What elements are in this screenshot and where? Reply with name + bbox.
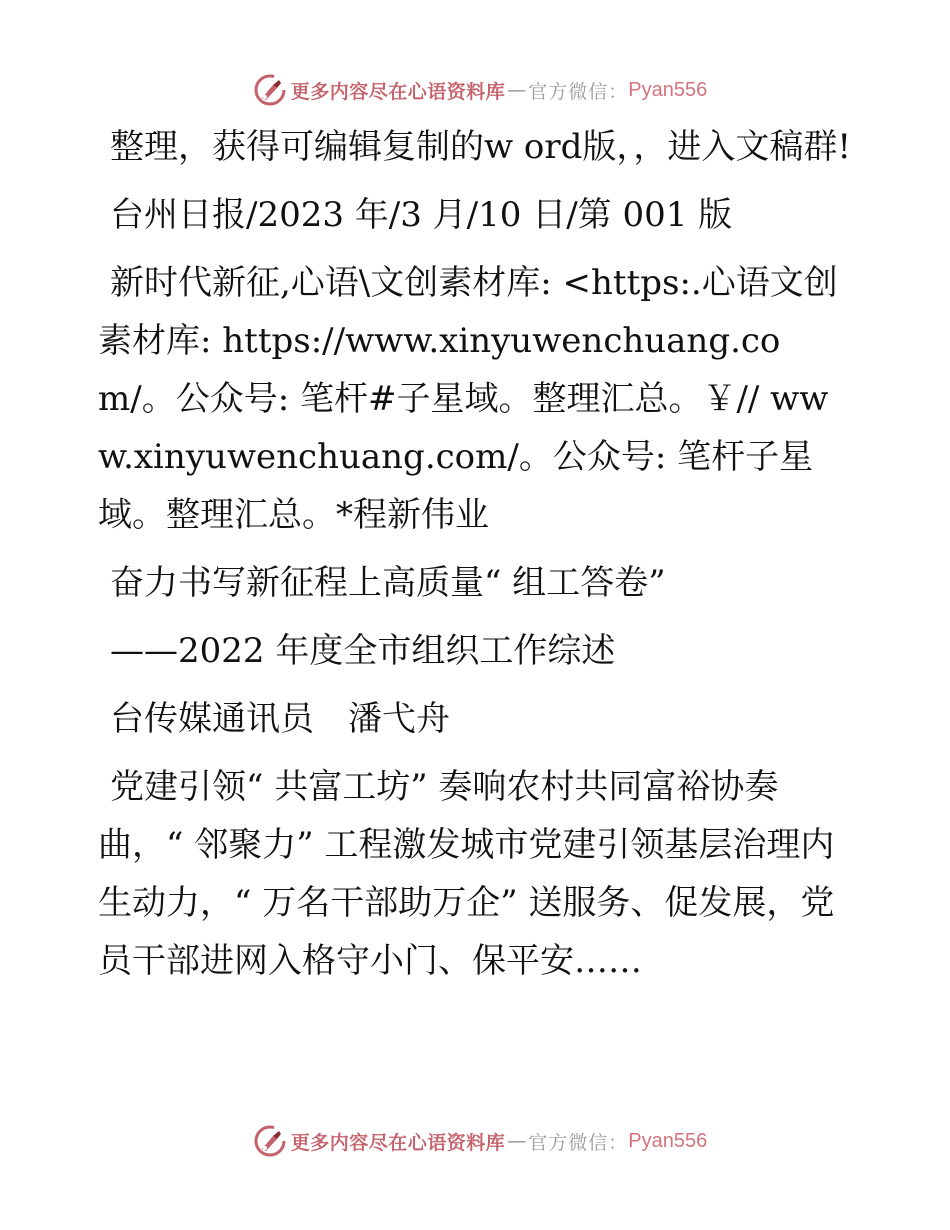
header-watermark: [0, 70, 950, 110]
source-note: 新时代新征,心语\文创素材库: <https:.心语文创素材库: https://www.xinyuwenchuang.com/。公众号: 笔杆#子星域。整理汇总。￥// www.xinyuwenchuang.com/。公众号: 笔杆子星域。整理汇总。*程新伟业: [98, 263, 838, 535]
watermark-text: 更多内容尽在心语资料库: [290, 80, 506, 103]
footer-watermark: [0, 1121, 950, 1161]
article-lead-paragraph: 党建引领“ 共富工坊” 奏响农村共同富裕协奏曲，“ 邻聚力” 工程激发城市党建引领基层治理内生动力，“ 万名干部助万企” 送服务、促发展，党员干部进网入格守小门、保平安……: [98, 767, 835, 981]
article-subtitle: ——2022 年度全市组织工作综述: [110, 631, 616, 671]
watermark-text: 更多内容尽在心语资料库: [290, 1131, 506, 1154]
watermark-dash: —: [507, 1130, 527, 1152]
watermark-wechat-id: Pyan556: [628, 78, 708, 101]
pen-nib-logo-icon: [253, 1124, 287, 1158]
document-body: [98, 118, 858, 1000]
article-title: 奋力书写新征程上高质量“ 组工答卷”: [110, 563, 666, 603]
watermark-wechat-label: 官方微信：: [528, 80, 629, 103]
intro-note: 整理，获得可编辑复制的w ord版，，进入文稿群!: [110, 127, 852, 167]
watermark-wechat-label: 官方微信：: [528, 1131, 629, 1154]
publication-line: 台州日报/2023 年/3 月/10 日/第 001 版: [110, 195, 733, 235]
watermark-dash: —: [507, 79, 527, 101]
pen-nib-logo-icon: [253, 73, 287, 107]
watermark-group: [253, 73, 708, 107]
watermark-wechat-id: Pyan556: [628, 1129, 708, 1152]
article-byline: 台传媒通讯员 潘弋舟: [110, 699, 450, 739]
watermark-group: [253, 1124, 708, 1158]
